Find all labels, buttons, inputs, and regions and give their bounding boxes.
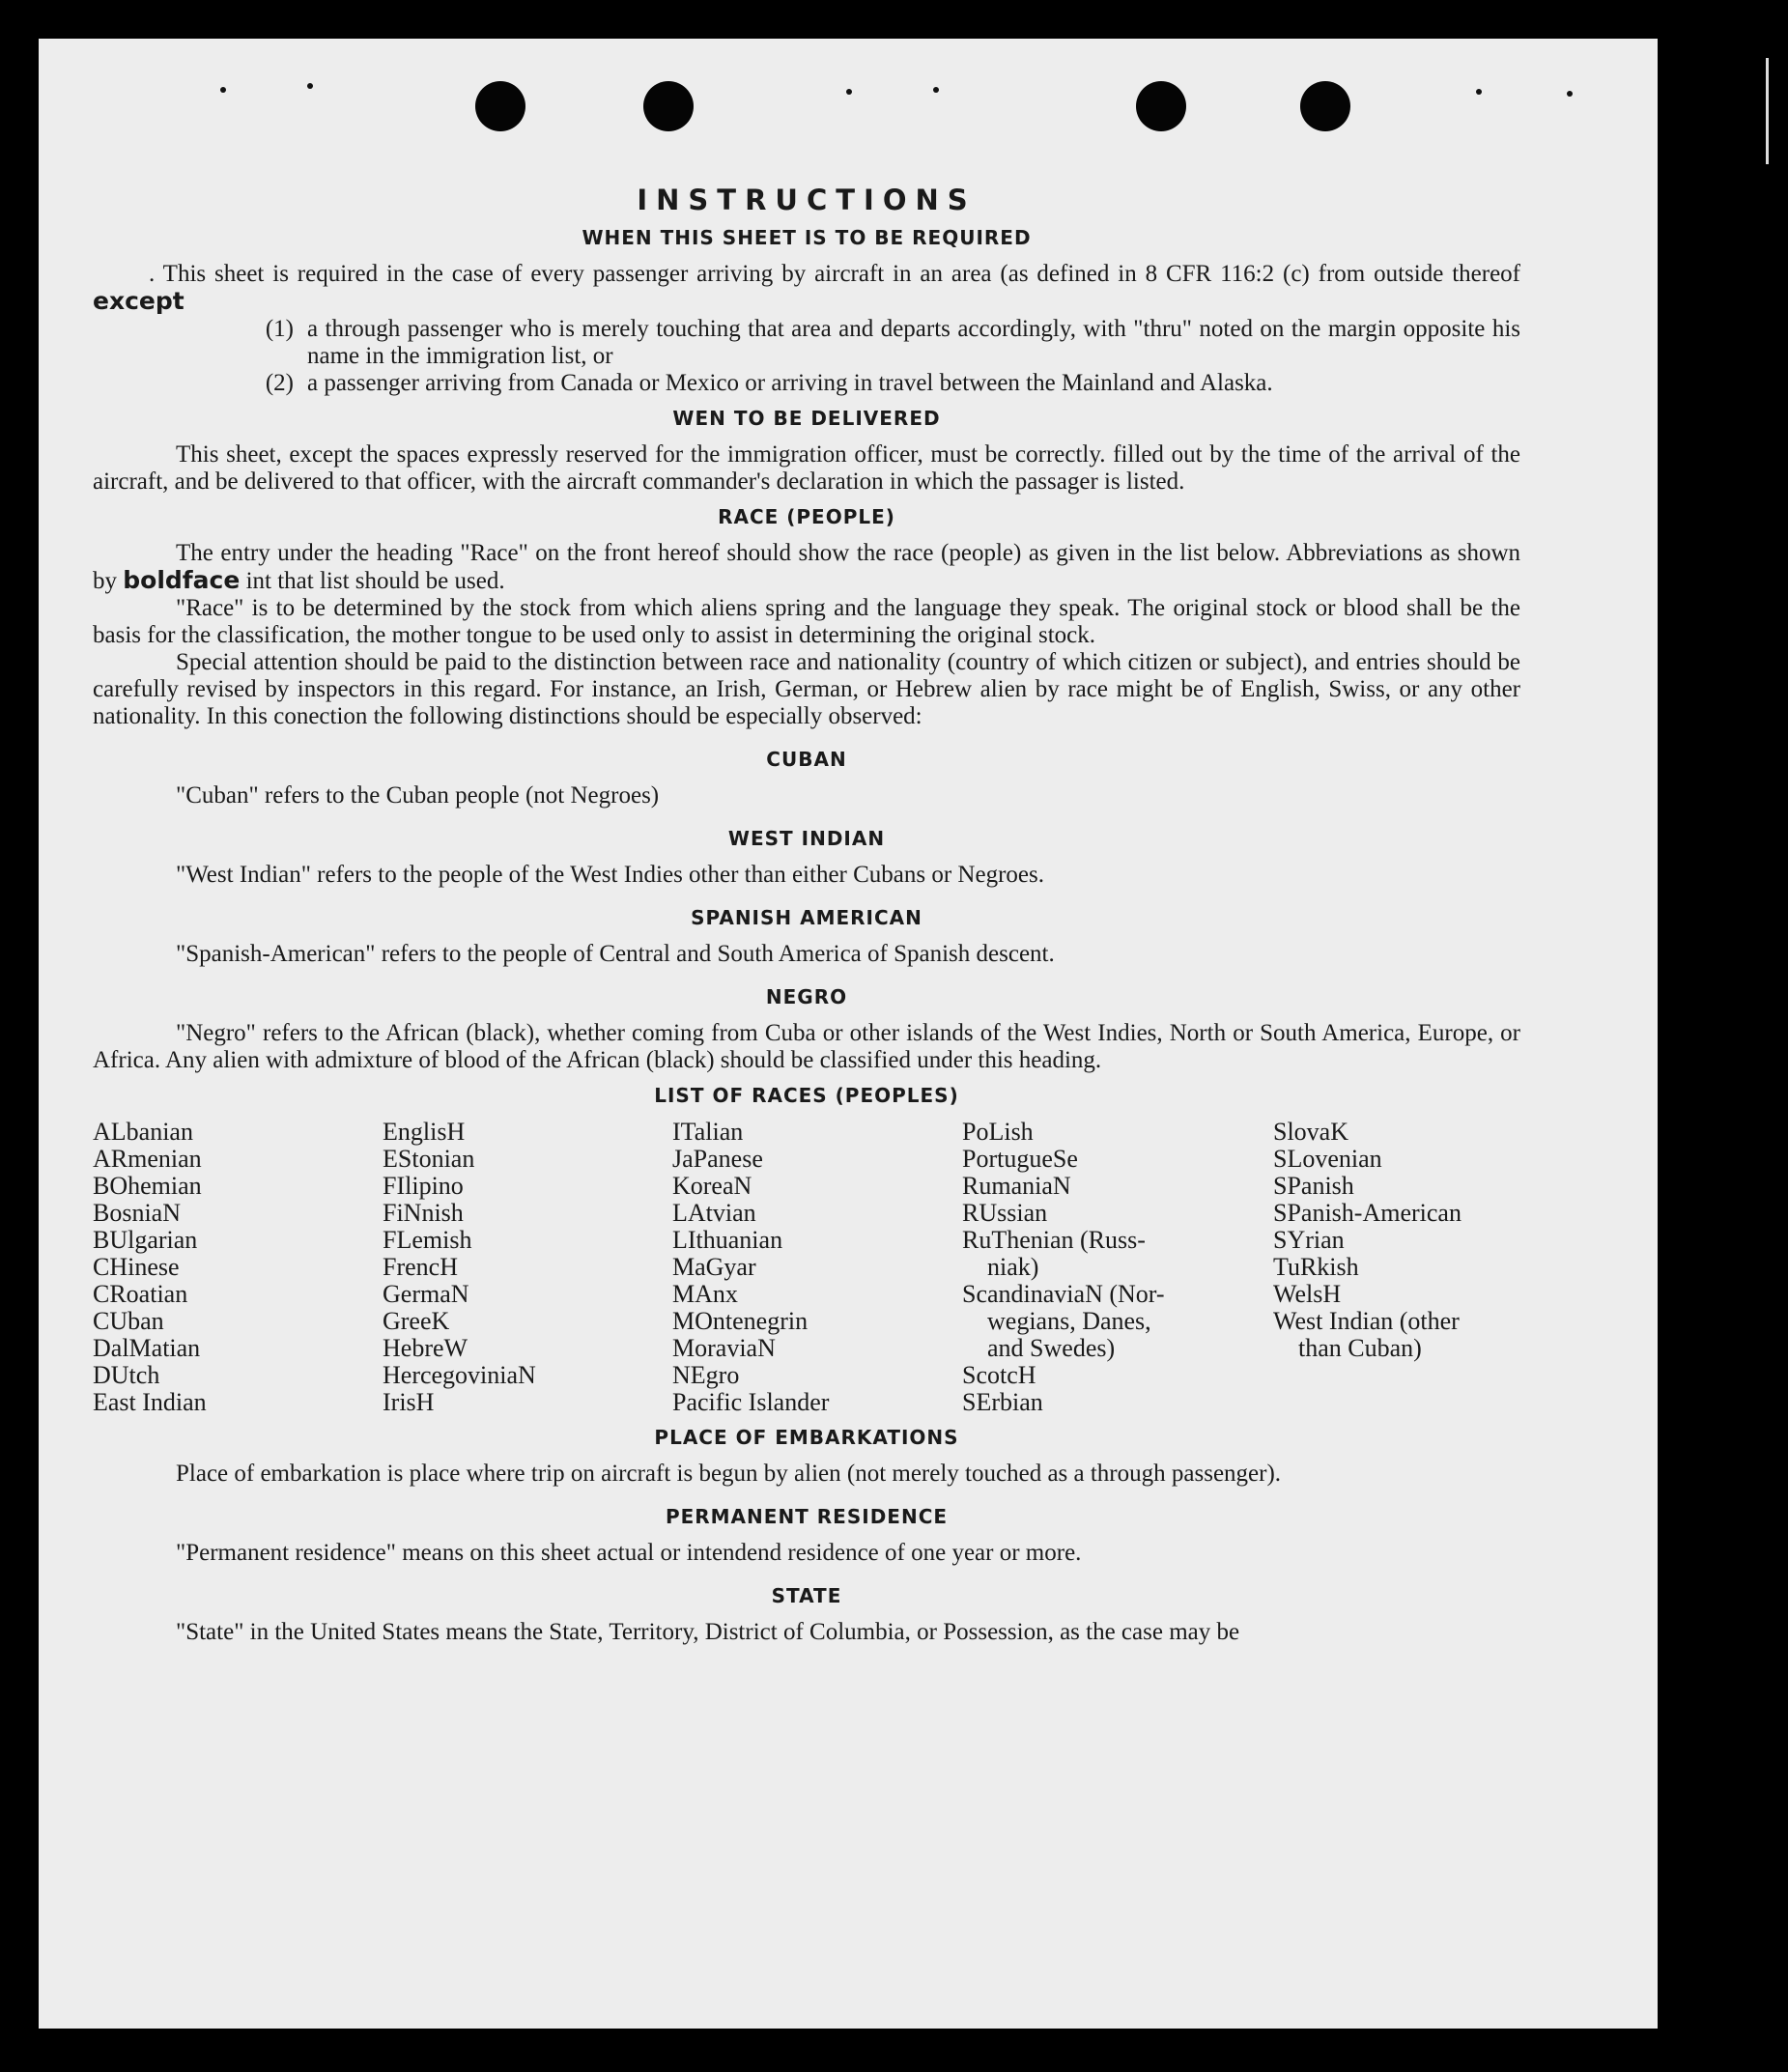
- speck: [933, 87, 939, 93]
- race-item: MoraviaN: [672, 1334, 776, 1362]
- race-item: TuRkish: [1273, 1253, 1359, 1281]
- race-item: LAtvian: [672, 1199, 756, 1227]
- negro-text: "Negro" refers to the African (black), whether coming from Cuba or other islands of the West Indies, North or South America, Europe, or Africa. Any alien with admixture of blood of the African (black) should be classified under this heading.: [93, 1020, 1520, 1073]
- race-item: RUssian: [962, 1199, 1048, 1227]
- residence-text: "Permanent residence" means on this sheet actual or intendend residence of one year or more.: [176, 1540, 1082, 1566]
- race-item: SLovenian: [1273, 1145, 1382, 1173]
- speck: [846, 89, 852, 95]
- heading-negro: NEGRO: [765, 985, 848, 1008]
- scan-edge-line: [1766, 58, 1769, 164]
- document-sheet: [39, 39, 1658, 2029]
- race-item: and Swedes): [987, 1334, 1116, 1362]
- punch-hole: [643, 81, 694, 131]
- race-item: EnglisH: [383, 1118, 466, 1146]
- races-column-1: [93, 1119, 383, 1416]
- race-item: FLemish: [383, 1226, 472, 1254]
- race-item: CHinese: [93, 1253, 180, 1281]
- race-item: FrencH: [383, 1253, 458, 1281]
- speck: [307, 83, 313, 89]
- instructions-content: [93, 184, 1520, 1646]
- race-item: CUban: [93, 1307, 164, 1335]
- delivered-text: This sheet, except the spaces expressly reserved for the immigration officer, must be correctly. filled out by the time of the arrival of the aircraft, and be delivered to that officer, with the aircraft commander's declaration in which the passager is listed.: [93, 441, 1520, 495]
- race-item: CRoatian: [93, 1280, 188, 1308]
- race-item: East Indian: [93, 1388, 207, 1416]
- race-item: WelsH: [1273, 1280, 1342, 1308]
- races-list: [93, 1119, 1520, 1416]
- race-item: DalMatian: [93, 1334, 201, 1362]
- race-item: KoreaN: [672, 1172, 752, 1200]
- speck: [1567, 91, 1573, 97]
- race-paragraph-1: The entry under the heading "Race" on the front hereof should show the race (people) as given in the list below. Abbreviations as shown by boldface int that list should be used.: [93, 540, 1520, 594]
- heading-race: RACE (PEOPLE): [718, 505, 895, 528]
- race-item: ITalian: [672, 1118, 744, 1146]
- race-item: ALbanian: [93, 1118, 193, 1146]
- race-item: MAnx: [672, 1280, 738, 1308]
- race-item: SPanish: [1273, 1172, 1354, 1200]
- races-column-3: [672, 1119, 962, 1416]
- race-item: EStonian: [383, 1145, 475, 1173]
- heading-spanish-american: SPANISH AMERICAN: [691, 906, 922, 929]
- heading-cuban: CUBAN: [766, 748, 847, 771]
- speck: [220, 87, 226, 93]
- races-column-4: [962, 1119, 1273, 1416]
- race-item: MaGyar: [672, 1253, 756, 1281]
- race-item: ARmenian: [93, 1145, 202, 1173]
- race-item: GreeK: [383, 1307, 450, 1335]
- heading-list-of-races: LIST OF RACES (PEOPLES): [654, 1084, 959, 1107]
- boldface-bold: boldface: [123, 566, 241, 594]
- heading-required: WHEN THIS SHEET IS TO BE REQUIRED: [582, 226, 1032, 249]
- race-item: ScandinaviaN (Nor-: [962, 1280, 1165, 1308]
- race-item: FiNnish: [383, 1199, 464, 1227]
- required-item-1: (1) a through passenger who is merely touching that area and departs accordingly, with "thru" noted on the margin opposite his name in the immigration list, or: [265, 316, 1520, 369]
- required-intro: . This sheet is required in the case of every passenger arriving by aircraft in an area (as defined in 8 CFR 116:2 (c) from outside thereof except: [93, 261, 1520, 315]
- race-item: BosniaN: [93, 1199, 181, 1227]
- punch-hole: [1136, 81, 1186, 131]
- races-column-5: [1273, 1119, 1520, 1416]
- page-title: INSTRUCTIONS: [637, 184, 977, 216]
- race-item: than Cuban): [1298, 1334, 1422, 1362]
- state-text: "State" in the United States means the State, Territory, District of Columbia, or Possession, as the case may be: [176, 1619, 1240, 1645]
- race-item: ScotcH: [962, 1361, 1036, 1389]
- speck: [1476, 89, 1482, 95]
- race-item: GermaN: [383, 1280, 469, 1308]
- heading-delivered: WEN TO BE DELIVERED: [672, 407, 941, 430]
- race-item: PortugueSe: [962, 1145, 1078, 1173]
- race-item: BUlgarian: [93, 1226, 198, 1254]
- race-paragraph-3: Special attention should be paid to the distinction between race and nationality (country of which citizen or subject), and entries should be carefully revised by inspectors in this regard. For instance, an Irish, German, or Hebrew alien by race might be of English, Swiss, or any other nationality. In this conection the following distinctions should be especially observed:: [93, 649, 1520, 729]
- heading-embarkation: PLACE OF EMBARKATIONS: [654, 1426, 959, 1449]
- race-item: Pacific Islander: [672, 1388, 830, 1416]
- heading-residence: PERMANENT RESIDENCE: [665, 1505, 949, 1528]
- race-item: niak): [987, 1253, 1039, 1281]
- required-item-2: (2) a passenger arriving from Canada or Mexico or arriving in travel between the Mainland and Alaska.: [265, 370, 1273, 396]
- race-item: IrisH: [383, 1388, 435, 1416]
- race-item: LIthuanian: [672, 1226, 783, 1254]
- race-item: BOhemian: [93, 1172, 202, 1200]
- west-indian-text: "West Indian" refers to the people of the West Indies other than either Cubans or Negroes.: [176, 862, 1044, 888]
- race-item: SErbian: [962, 1388, 1043, 1416]
- race-item: SPanish-American: [1273, 1199, 1462, 1227]
- race-item: PoLish: [962, 1118, 1034, 1146]
- race-paragraph-2: "Race" is to be determined by the stock from which aliens spring and the language they speak. The original stock or blood shall be the basis for the classification, the mother tongue to be used only to assist in determining the original stock.: [93, 595, 1520, 648]
- except-bold: except: [93, 287, 184, 315]
- race-item: RuThenian (Russ-: [962, 1226, 1146, 1254]
- race-item: wegians, Danes,: [987, 1307, 1151, 1335]
- race-item: SYrian: [1273, 1226, 1345, 1254]
- embarkation-text: Place of embarkation is place where trip on aircraft is begun by alien (not merely touched as a through passenger).: [176, 1461, 1282, 1487]
- race-item: RumaniaN: [962, 1172, 1071, 1200]
- heading-state: STATE: [771, 1584, 842, 1607]
- race-item: NEgro: [672, 1361, 740, 1389]
- race-item: West Indian (other: [1273, 1307, 1460, 1335]
- race-item: JaPanese: [672, 1145, 763, 1173]
- races-column-2: [383, 1119, 672, 1416]
- race-item: SlovaK: [1273, 1118, 1348, 1146]
- race-item: FIlipino: [383, 1172, 464, 1200]
- race-item: MOntenegrin: [672, 1307, 809, 1335]
- race-item: HebreW: [383, 1334, 468, 1362]
- race-item: HercegoviniaN: [383, 1361, 536, 1389]
- race-item: DUtch: [93, 1361, 160, 1389]
- heading-west-indian: WEST INDIAN: [727, 827, 886, 850]
- cuban-text: "Cuban" refers to the Cuban people (not Negroes): [176, 782, 660, 809]
- punch-hole: [1300, 81, 1350, 131]
- punch-hole: [475, 81, 525, 131]
- spanish-american-text: "Spanish-American" refers to the people of Central and South America of Spanish descent.: [176, 941, 1055, 967]
